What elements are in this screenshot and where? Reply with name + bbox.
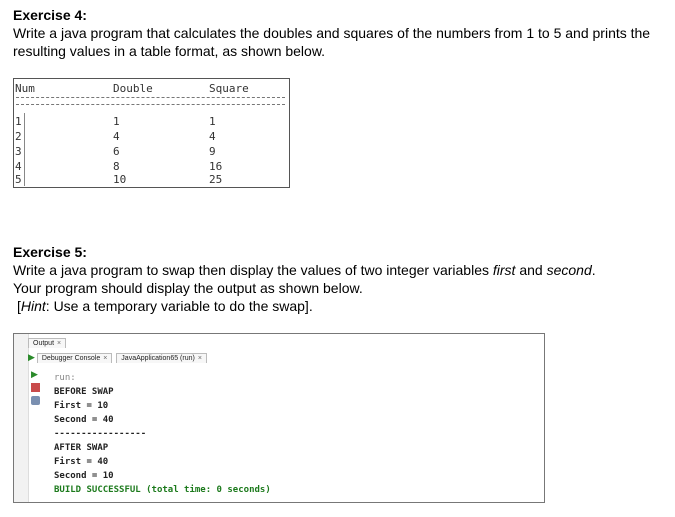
tab-debugger-label: Debugger Console [41,355,101,362]
tab-output-label: Output [33,340,55,347]
row-num: 4 [15,160,22,173]
exercise-5-heading: Exercise 5: [13,244,87,260]
console-line: BUILD SUCCESSFUL (total time: 0 seconds) [54,485,271,495]
row-gutter-line [14,113,25,186]
row-double: 10 [113,173,127,186]
tab-java-label: JavaApplication65 (run) [121,355,195,362]
line-1-period: . [591,262,596,278]
console-line: Second = 40 [54,415,114,425]
rerun-icon[interactable]: ▶ [31,369,38,379]
exercise-5-line-2: Your program should display the output as shown below. [13,280,363,296]
console-line: First = 40 [54,457,109,467]
row-num: 2 [15,130,22,143]
row-num: 5 [15,173,22,186]
table-separator [16,97,285,105]
row-double: 1 [113,115,120,128]
console-line: Second = 10 [54,471,114,481]
exercise-4-line-1: Write a java program that calculates the doubles and squares of the numbers from 1 to 5 and prints the [13,25,651,41]
row-square: 9 [209,145,216,158]
run-arrow-icon: ▶ [28,352,35,362]
row-num: 3 [15,145,22,158]
tab-java-application[interactable] [116,353,207,363]
header-square: Square [209,82,249,95]
console-line: run: [54,373,76,383]
console-line: AFTER SWAP [54,443,109,453]
close-icon[interactable]: × [197,355,202,362]
close-icon[interactable]: × [103,355,108,362]
tab-output[interactable] [28,338,66,348]
row-square: 4 [209,130,216,143]
row-double: 6 [113,145,120,158]
tab-debugger-console[interactable] [37,353,112,363]
header-double: Double [113,82,153,95]
var-first: first [492,262,516,278]
exercise-4-heading: Exercise 4: [13,7,87,23]
output-tab-bar [28,338,68,350]
hint-rest: : Use a temporary variable to do the swap]. [45,298,313,314]
output-table [13,78,290,188]
row-square: 16 [209,160,223,173]
var-second: second [546,262,592,278]
row-square: 25 [209,173,223,186]
console-line: BEFORE SWAP [54,387,114,397]
exercise-4-line-2: resulting values in a table format, as shown below. [13,43,326,59]
left-toolbar-strip [14,334,29,502]
row-square: 1 [209,115,216,128]
console-tab-bar [28,352,209,364]
row-double: 8 [113,160,120,173]
header-num: Num [15,82,35,95]
hint-word: Hint [20,298,46,314]
row-double: 4 [113,130,120,143]
exercise-5-line-1 [13,261,596,279]
row-num: 1 [15,115,22,128]
exercise-5-hint [17,297,313,315]
hint-open: [ [17,298,21,314]
settings-icon[interactable] [31,396,40,405]
output-panel [13,333,545,503]
line-1-text: Write a java program to swap then display the values of two integer variables [13,262,493,278]
close-icon[interactable]: × [57,340,62,347]
console-action-icons [31,370,43,409]
and-word: and [515,262,547,278]
console-line: ----------------- [54,429,147,439]
console-line: First = 10 [54,401,109,411]
console-output [54,371,271,497]
stop-icon[interactable] [31,383,40,392]
